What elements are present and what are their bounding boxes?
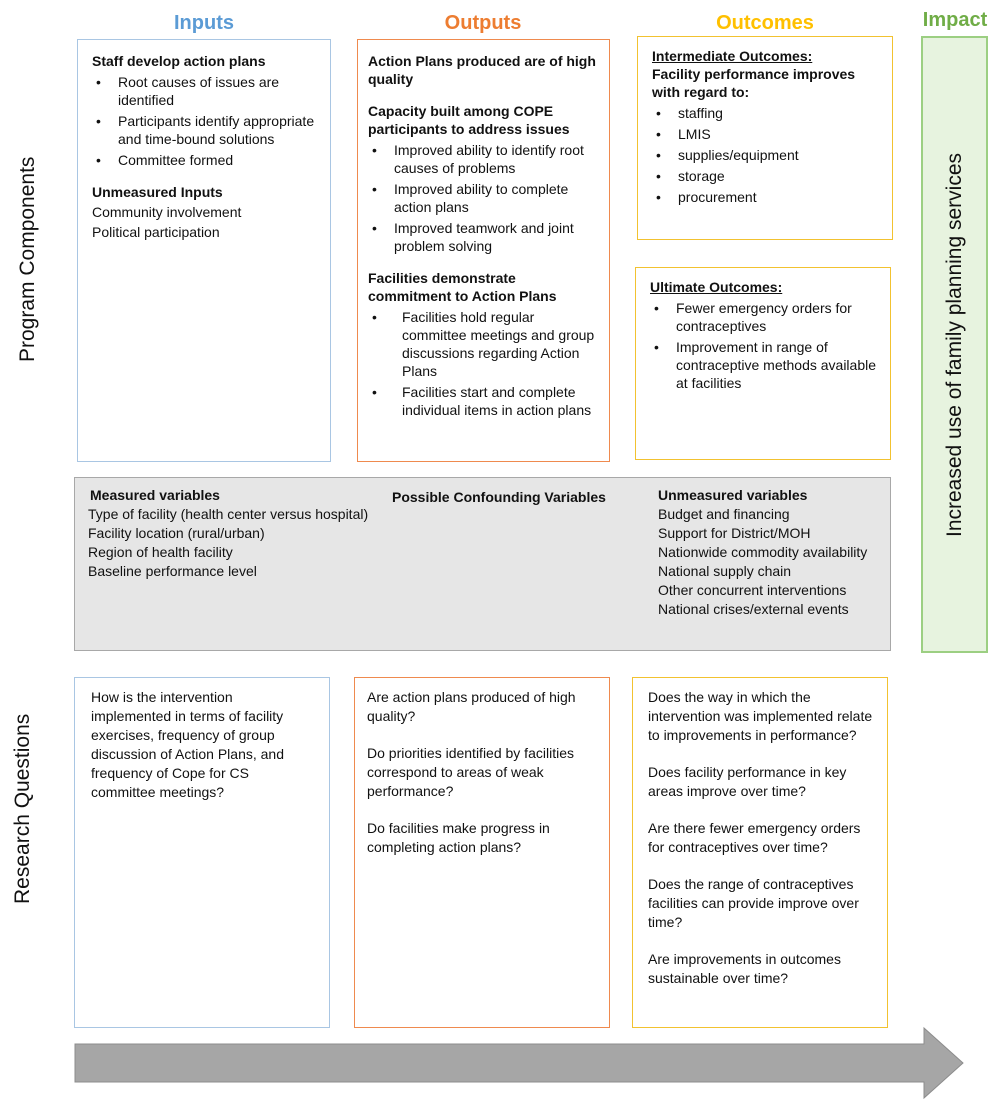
arrow-shape [75, 1028, 963, 1098]
outcomes-questions-box [632, 677, 888, 1028]
outputs-capacity-bullets [368, 141, 597, 255]
list-item: Other concurrent interventions [658, 582, 847, 598]
list-item: • Improved teamwork and joint problem solving [368, 219, 597, 255]
list-item: Nationwide commodity availability [658, 544, 868, 560]
research-questions-label: Research Questions [11, 713, 34, 904]
measured-variables-heading: Measured variables [90, 487, 220, 503]
measured-variables-list [88, 505, 368, 581]
inputs-header: Inputs [174, 12, 234, 34]
question-text: Does the way in which the intervention was implemented relate to improvements in performance? [648, 689, 873, 743]
intermediate-outcomes-box [637, 36, 893, 240]
list-item: • Improved ability to complete action plans [368, 180, 597, 216]
impact-header: Impact [922, 9, 988, 31]
program-components-label: Program Components [16, 156, 39, 362]
list-item: • procurement [652, 188, 880, 206]
question-text: Are there fewer emergency orders for contraceptives over time? [648, 820, 861, 855]
list-item: Region of health facility [88, 544, 233, 560]
list-item: • Root causes of issues are identified [92, 73, 318, 109]
unmeasured-inputs-heading: Unmeasured Inputs [92, 184, 223, 200]
timeline-arrow [74, 1026, 966, 1102]
list-item: • storage [652, 167, 880, 185]
inputs-heading: Staff develop action plans [92, 53, 266, 69]
list-item: • Committee formed [92, 151, 318, 169]
list-item: • Facilities hold regular committee meetings and group discussions regarding Action Plans [368, 308, 597, 380]
question-text: How is the intervention implemented in terms of facility exercises, frequency of group discussion of Action Plans, and frequency of Cope for CS committee meetings? [91, 689, 285, 800]
list-item: • Facilities start and complete individual items in action plans [368, 383, 597, 419]
unmeasured-variables-list [658, 505, 867, 619]
ultimate-outcomes-box [635, 267, 891, 460]
list-item: Facility location (rural/urban) [88, 525, 265, 541]
question-text: Does facility performance in key areas improve over time? [648, 764, 847, 799]
outputs-heading-commitment: Facilities demonstrate commitment to Action Plans [368, 270, 557, 304]
list-item: • Fewer emergency orders for contraceptives [650, 299, 878, 335]
list-item: Budget and financing [658, 506, 790, 522]
question-text: Does the range of contraceptives facilities can provide improve over time? [648, 876, 859, 930]
list-item: • Improved ability to identify root causes of problems [368, 141, 597, 177]
list-item: National crises/external events [658, 601, 849, 617]
outputs-header: Outputs [444, 12, 522, 34]
list-item: • LMIS [652, 125, 880, 143]
impact-box [921, 36, 988, 653]
outputs-heading-capacity: Capacity built among COPE participants to address issues [368, 103, 570, 137]
list-item: Baseline performance level [88, 563, 257, 579]
intermediate-outcomes-title: Intermediate Outcomes: [652, 48, 813, 64]
question-text: Do priorities identified by facilities correspond to areas of weak performance? [367, 745, 574, 799]
list-item: • Improvement in range of contraceptive methods available at facilities [650, 338, 878, 392]
question-text: Are action plans produced of high quality? [367, 689, 576, 724]
list-item: • supplies/equipment [652, 146, 880, 164]
impact-text: Increased use of family planning services [942, 152, 966, 537]
intermediate-outcomes-subtitle: Facility performance improves with regard to: [652, 66, 856, 100]
outcomes-header: Outcomes [716, 12, 814, 34]
question-text: Do facilities make progress in completing action plans? [367, 820, 550, 855]
list-item: • staffing [652, 104, 880, 122]
outputs-box [357, 39, 610, 462]
ultimate-outcomes-bullets [650, 299, 878, 392]
inputs-bullets [92, 73, 318, 169]
inputs-box [77, 39, 331, 462]
list-item: National supply chain [658, 563, 792, 579]
list-item: Support for District/MOH [658, 525, 811, 541]
question-text: Are improvements in outcomes sustainable over time? [648, 951, 841, 986]
list-item: • Participants identify appropriate and time-bound solutions [92, 112, 318, 148]
list-item: Type of facility (health center versus hospital) [88, 506, 369, 522]
unmeasured-variables-heading: Unmeasured variables [658, 487, 808, 503]
outputs-questions-box [354, 677, 610, 1028]
possible-confounding-title: Possible Confounding Variables [392, 489, 606, 505]
intermediate-outcomes-bullets [652, 104, 880, 206]
outputs-heading-quality: Action Plans produced are of high quality [368, 53, 596, 87]
list-item: Political participation [92, 224, 220, 240]
list-item: Community involvement [92, 204, 242, 220]
inputs-questions-box [74, 677, 330, 1028]
confounding-variables-box [74, 477, 891, 651]
outputs-commitment-bullets [368, 308, 597, 419]
ultimate-outcomes-title: Ultimate Outcomes: [650, 279, 783, 295]
